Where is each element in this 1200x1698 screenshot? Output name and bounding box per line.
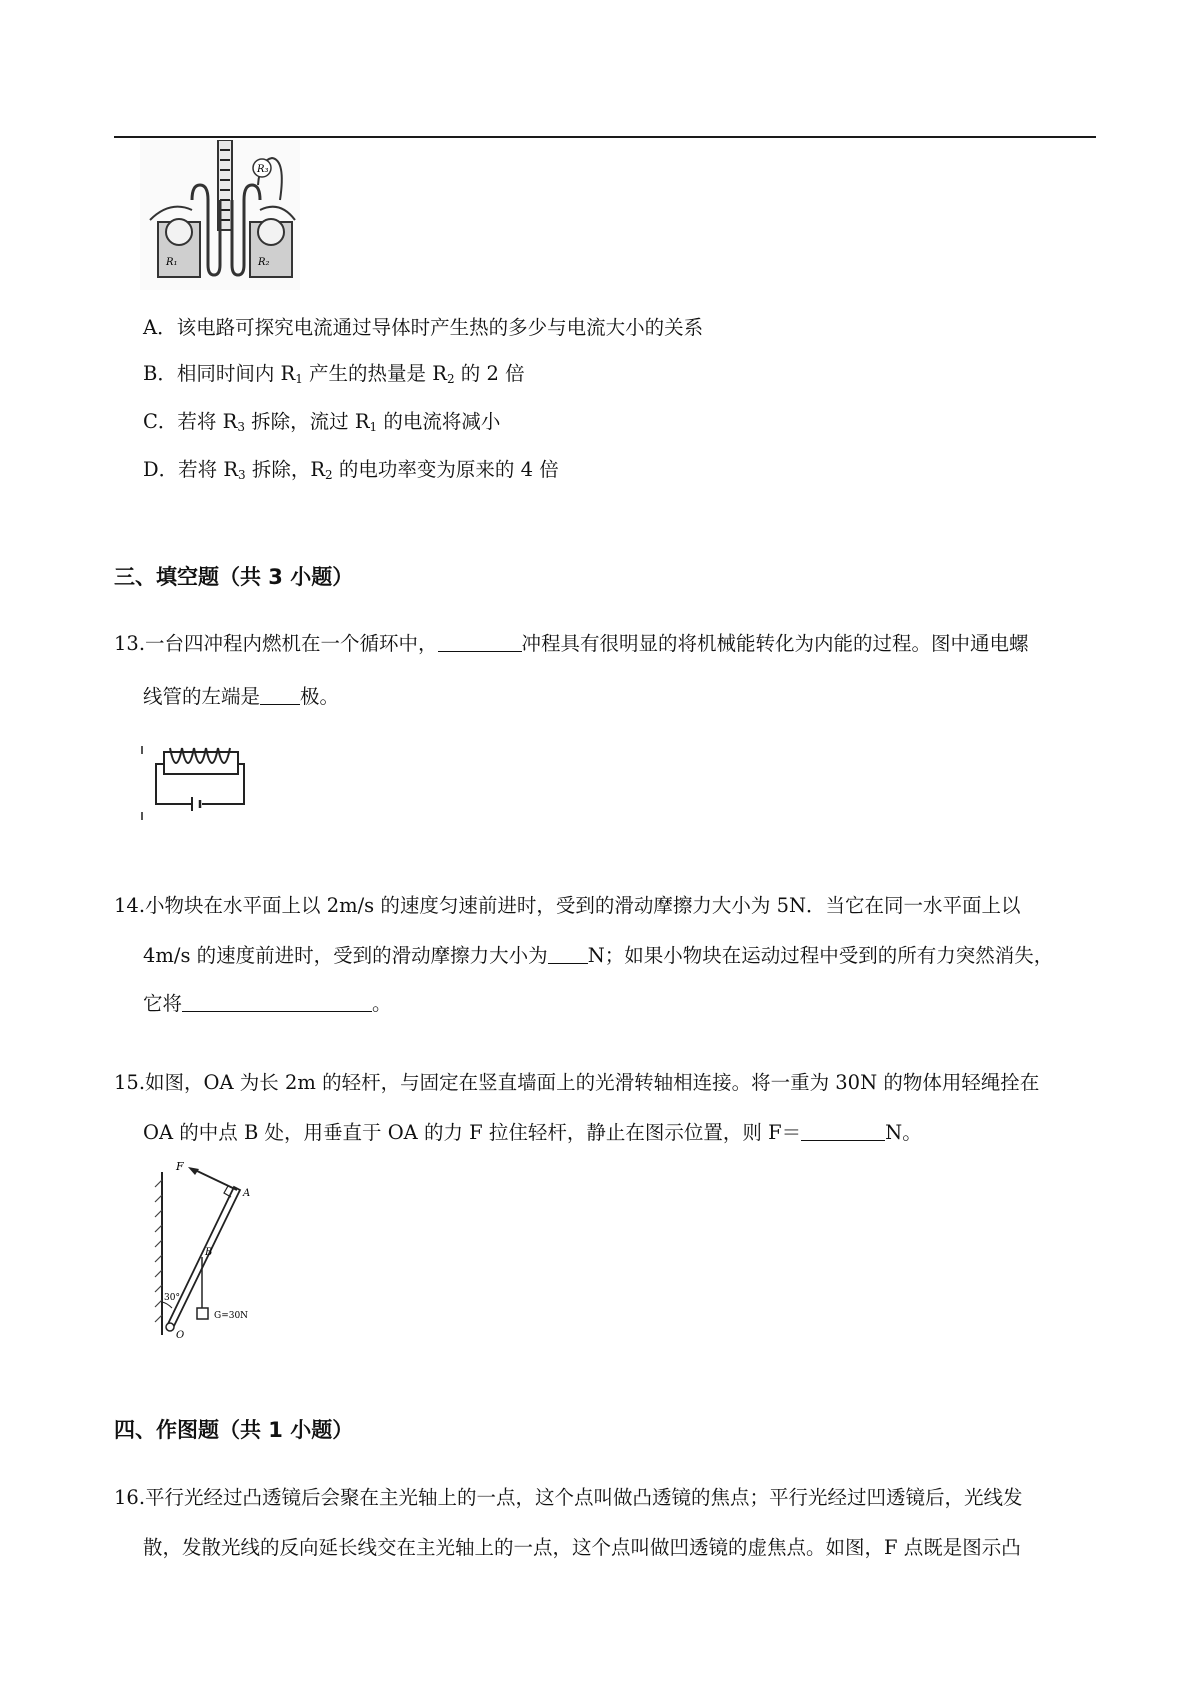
option-a: A．该电路可探究电流通过导体时产生热的多少与电流大小的关系 — [143, 316, 704, 339]
label-o: O — [176, 1330, 185, 1340]
q14-blank1 — [548, 943, 588, 964]
label-b: B — [205, 1247, 213, 1258]
q15-blank1 — [801, 1120, 885, 1141]
q14-line1: 14.小物块在水平面上以 2m/s 的速度匀速前进时，受到的滑动摩擦力大小为 5N．当它在同一水平面上以 — [114, 894, 1021, 917]
q13-blank2 — [260, 684, 300, 705]
label-a: A — [243, 1188, 251, 1199]
q16-line1: 16.平行光经过凸透镜后会聚在主光轴上的一点，这个点叫做凸透镜的焦点；平行光经过凹透镜后，光线发 — [114, 1486, 1023, 1509]
q13-line1: 13.一台四冲程内燃机在一个循环中， 冲程具有很明显的将机械能转化为内能的过程。图中通电螺 — [114, 632, 1029, 655]
q13-blank1 — [438, 631, 522, 652]
q16-line2: 散，发散光线的反向延长线交在主光轴上的一点，这个点叫做凹透镜的虚焦点。如图，F 点既是图示凸 — [143, 1536, 1021, 1559]
lever-figure — [140, 1160, 290, 1340]
label-angle: 30° — [164, 1293, 180, 1303]
label-f: F — [176, 1160, 184, 1173]
option-c: C．若将 $R_3$ 拆除，流过 $R_1$ 的电流将减小 — [143, 410, 501, 434]
q15-line2: OA 的中点 B 处，用垂直于 OA 的力 F 拉住轻杆，静止在图示位置，则 F＝ N。 — [143, 1121, 922, 1144]
label-r3: R₃ — [257, 164, 269, 175]
header-rule — [114, 136, 1096, 138]
section-heading-draw: 四、作图题（共 1 小题） — [114, 1418, 354, 1442]
q14-blank2 — [182, 991, 372, 1012]
label-g: G=30N — [214, 1311, 249, 1321]
q13-line2: 线管的左端是 极。 — [143, 685, 340, 708]
solenoid-circuit-figure — [140, 742, 245, 822]
label-r2: R₂ — [258, 257, 270, 268]
q15-line1: 15.如图，OA 为长 2m 的轻杆，与固定在竖直墙面上的光滑转轴相连接。将一重为 30N 的物体用轻绳拴在 — [114, 1071, 1040, 1094]
option-d: D．若将 $R_3$ 拆除，$R_2$ 的电功率变为原来的 4 倍 — [143, 458, 559, 482]
option-b: B．相同时间内 $R_1$ 产生的热量是 $R_2$ 的 2 倍 — [143, 362, 525, 386]
label-r1: R₁ — [166, 257, 178, 268]
section-heading-fill: 三、填空题（共 3 小题） — [114, 565, 354, 589]
joule-heat-apparatus-figure — [140, 140, 300, 290]
q14-line2: 4m/s 的速度前进时，受到的滑动摩擦力大小为 N；如果小物块在运动过程中受到的所有力突然消失， — [143, 944, 1054, 967]
q14-line3: 它将 。 — [143, 992, 392, 1015]
